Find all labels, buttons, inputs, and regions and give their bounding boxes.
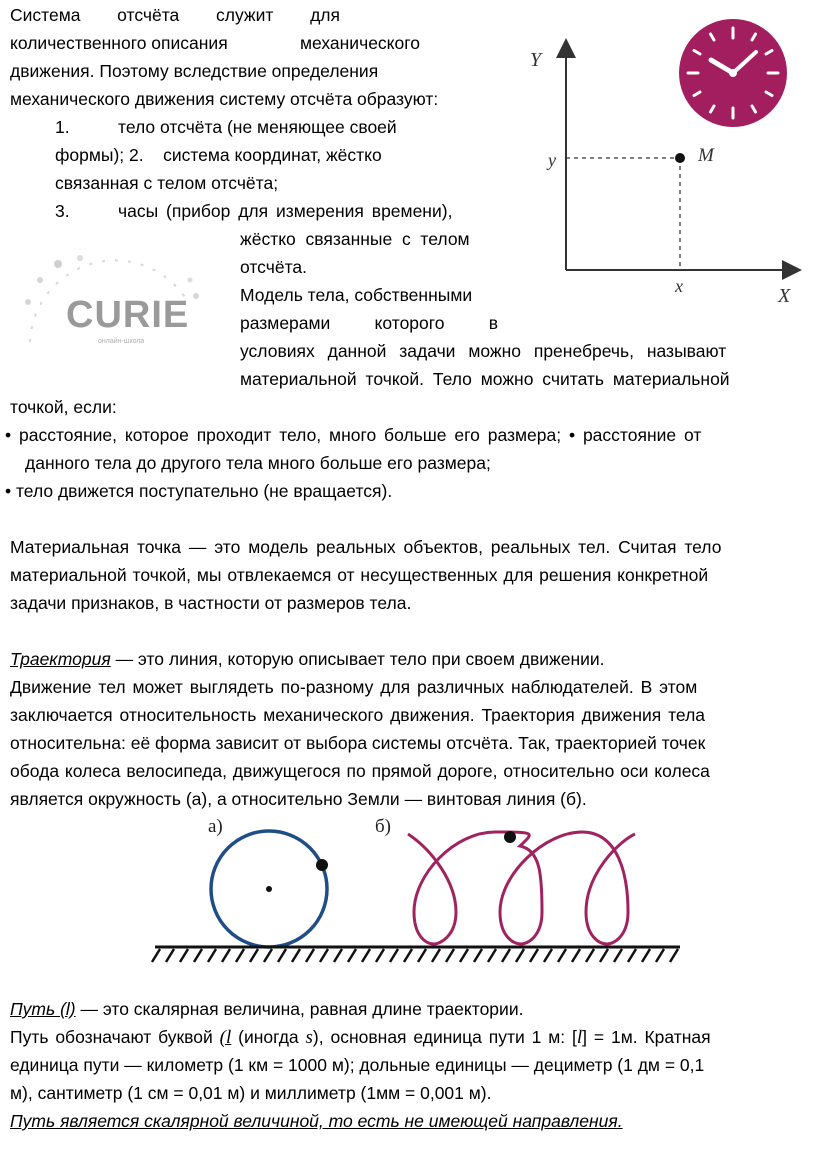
clock-icon	[678, 18, 788, 128]
bullet-1: • расстояние, которое проходит тело, много больше его размера; • расстояние от	[5, 425, 702, 445]
model-line-1: Модель тела, собственными	[240, 285, 473, 305]
word: в	[488, 313, 498, 333]
path-def: — это скалярная величина, равная длине траектории.	[75, 999, 524, 1019]
model-line-3: условиях данной задачи можно пренебречь, называют	[240, 341, 727, 361]
list-item-1-text: тело отсчёта (не меняющее своей	[118, 117, 397, 137]
path-line-2	[10, 1023, 711, 1052]
path-term: Путь (l)	[10, 999, 76, 1019]
text: ), основная единица пути 1 м: [	[312, 1027, 577, 1047]
list-item-1-number: 1.	[55, 117, 70, 137]
bullet-2: • тело движется поступательно (не вращается).	[5, 481, 393, 501]
trajectory-line-5: является окружность (а), а относительно Земли — винтовая линия (б).	[10, 789, 587, 809]
figure-label-b: б)	[375, 816, 391, 837]
intro-line-2	[10, 29, 420, 57]
material-point-line-2: материальной точкой, мы отвлекаемся от несущественных для решения конкретной	[10, 565, 709, 585]
trajectory-line-2: заключается относительность механического движения. Траектория движения тела	[10, 705, 706, 725]
model-line-4: материальной точкой. Тело можно считать материальной	[240, 369, 730, 389]
path-line-3: единица пути — километр (1 км = 1000 м); дольные единицы — дециметр (1 дм = 0,1	[10, 1055, 705, 1075]
ground-hatching	[152, 949, 678, 962]
material-point-line-1: Материальная точка — это модель реальных объектов, реальных тел. Считая тело	[10, 537, 722, 557]
list-item-3-cont2: отсчёта.	[240, 257, 307, 277]
helix-line	[408, 832, 635, 944]
x-axis-label: X	[778, 285, 791, 307]
word: количественного описания	[10, 33, 228, 53]
trajectory-definition	[10, 645, 605, 673]
y-axis-label: Y	[530, 49, 542, 71]
text: Путь обозначают буквой	[10, 1027, 220, 1047]
curie-logo	[10, 250, 210, 360]
word: которого	[374, 313, 445, 333]
logo-name: CURIE	[66, 294, 190, 336]
trajectory-def: — это линия, которую описывает тело при своем движении.	[110, 649, 605, 669]
word: для	[310, 5, 340, 25]
path-line-5: Путь является скалярной величиной, то есть не имеющей направления.	[10, 1111, 623, 1131]
y-tick-label: y	[548, 150, 556, 170]
x-tick-label: x	[675, 276, 683, 296]
path-definition	[10, 995, 523, 1023]
intro-line-4: механического движения систему отсчёта образуют:	[10, 89, 439, 109]
figure-label-a: а)	[208, 816, 223, 837]
wheel-center	[266, 886, 272, 892]
word: отсчёта	[117, 5, 180, 25]
wheel-rim-point	[316, 859, 328, 871]
symbol-l-unit: l	[576, 1027, 583, 1048]
list-item-2-cont: связанная с телом отсчёта;	[55, 173, 279, 193]
path-line-4: м), сантиметр (1 см = 0,01 м) и миллиметр (1мм = 0,001 м).	[10, 1083, 492, 1103]
list-item-3-number: 3.	[55, 201, 70, 221]
point-m-label: M	[698, 145, 714, 166]
symbol-l: (l	[219, 1027, 232, 1048]
trajectory-term: Траектория	[10, 649, 111, 669]
trajectory-line-3: относительна: её форма зависит от выбора системы отсчёта. Так, траекторией точек	[10, 733, 706, 753]
word: механического	[299, 33, 420, 53]
point-m	[675, 153, 685, 163]
trajectory-line-4: обода колеса велосипеда, движущегося по прямой дороге, относительно оси колеса	[10, 761, 710, 781]
material-point-line-3: задачи признаков, в частности от размеров тела.	[10, 593, 412, 613]
list-item-1-cont: формы); 2. система координат, жёстко	[55, 145, 382, 165]
word: служит	[215, 5, 274, 25]
word: размерами	[240, 313, 331, 333]
text: (иногда	[231, 1027, 306, 1047]
symbol-s: s	[305, 1027, 313, 1048]
model-line-5: точкой, если:	[10, 397, 117, 417]
intro-line-1	[10, 1, 340, 29]
text: ] = 1м. Кратная	[582, 1027, 711, 1047]
model-line-2	[240, 309, 498, 337]
trajectory-line-1: Движение тел может выглядеть по-разному для различных наблюдателей. В этом	[10, 677, 698, 697]
list-item-3-cont: жёстко связанные с телом	[240, 229, 470, 249]
bullet-1-cont: данного тела до другого тела много больше его размера;	[25, 453, 491, 473]
helix-point	[504, 831, 516, 843]
trajectory-figure	[150, 812, 690, 972]
intro-line-3: движения. Поэтому вследствие определения	[10, 61, 379, 81]
list-item-3-text: часы (прибор для измерения времени),	[118, 201, 453, 221]
logo-subtitle: онлайн-школа	[98, 338, 145, 345]
word: Система	[10, 5, 81, 25]
